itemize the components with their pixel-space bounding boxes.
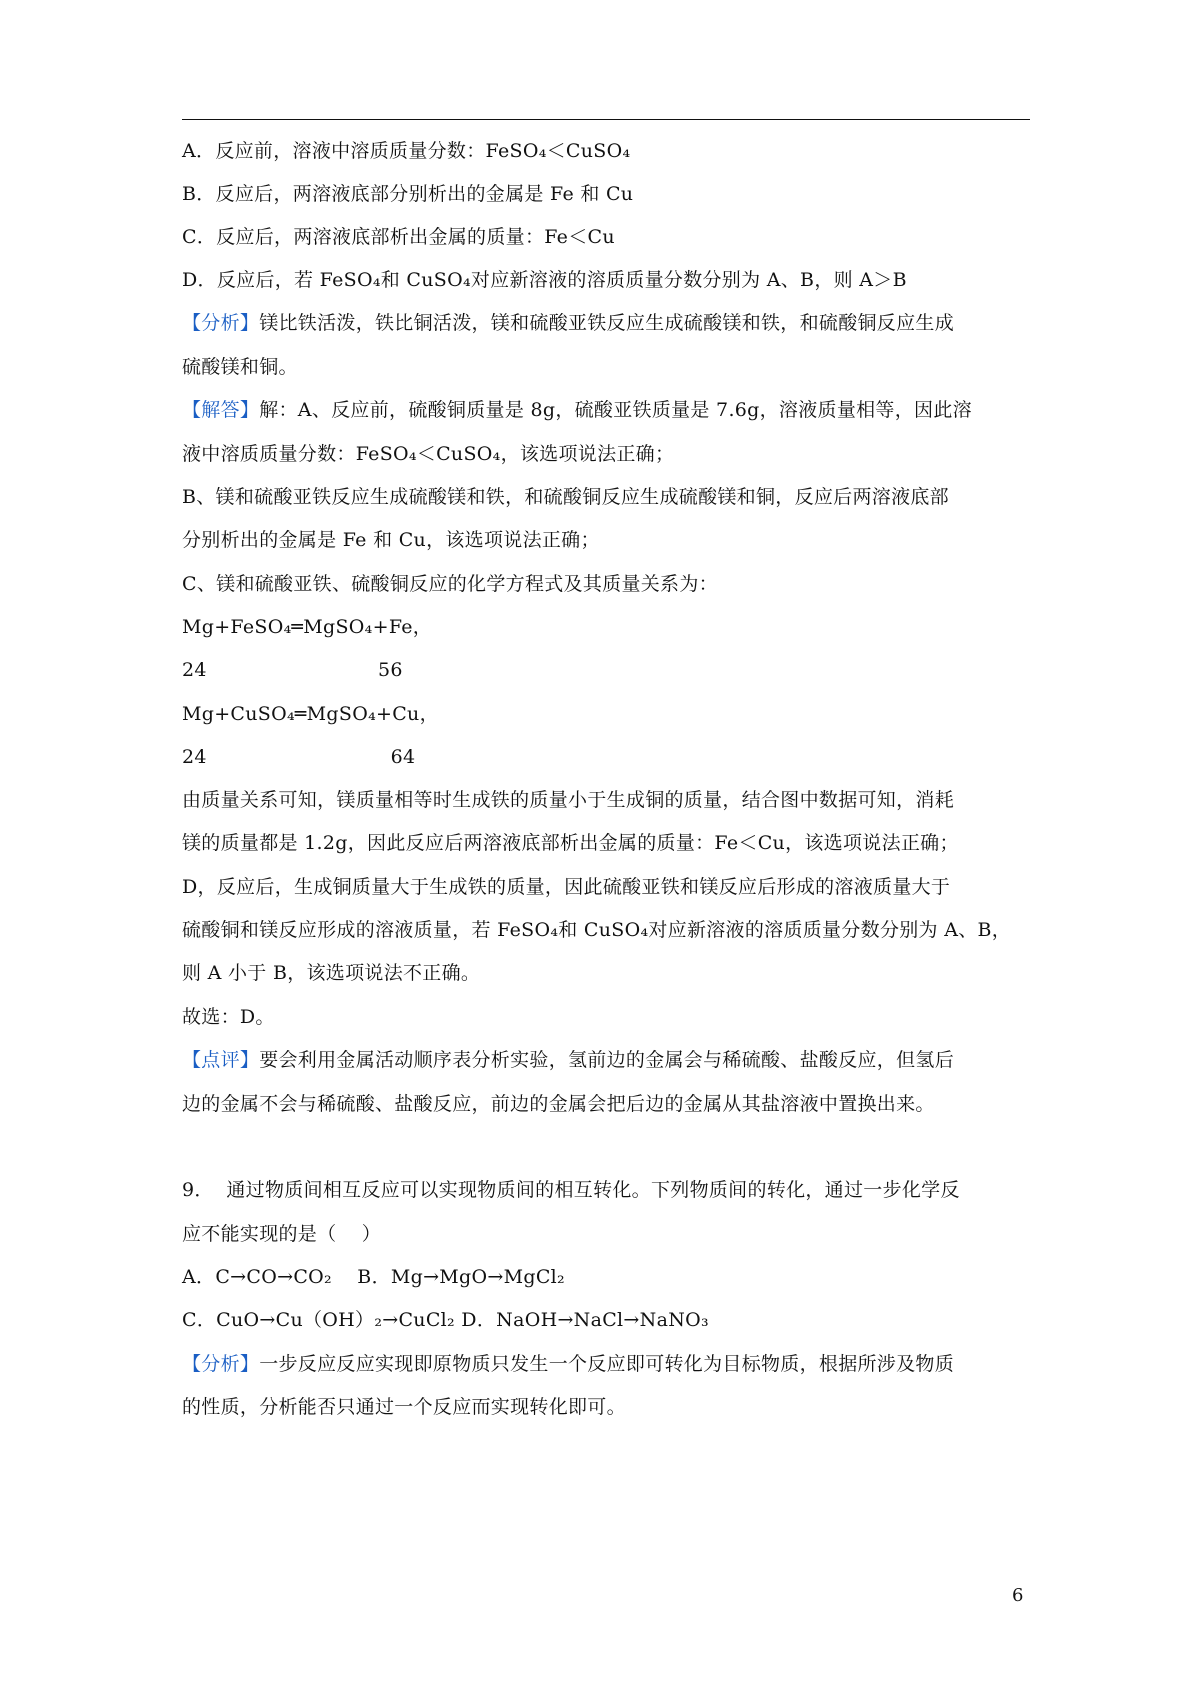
text-line: [182, 138, 630, 164]
text-line: [182, 701, 439, 727]
text-line: [182, 787, 954, 813]
text-line: [182, 830, 959, 856]
line-text: 解：A、反应前，硫酸铜质量是 8g，硫酸亚铁质量是 7.6g，溶液质量相等，因此溶: [259, 399, 972, 421]
text-line: [182, 1394, 626, 1420]
line-text: B．反应后，两溶液底部分别析出的金属是 Fe 和 Cu: [182, 183, 634, 205]
text-line: [182, 571, 718, 597]
line-text: 由质量关系可知，镁质量相等时生成铁的质量小于生成铜的质量，结合图中数据可知，消耗: [182, 789, 955, 811]
line-text: 硫酸铜和镁反应形成的溶液质量，若 FeSO₄和 CuSO₄对应新溶液的溶质质量分数分别为 A、B，: [182, 919, 1012, 941]
line-text: C．CuO→Cu（OH）₂→CuCl₂ D．NaOH→NaCl→NaNO₃: [182, 1309, 709, 1331]
line-text: B、镁和硫酸亚铁反应生成硫酸镁和铁，和硫酸铜反应生成硫酸镁和铜，反应后两溶液底部: [182, 486, 949, 508]
text-line: [182, 1004, 275, 1030]
text-line: [182, 874, 950, 900]
text-line: [182, 657, 403, 683]
line-text: 镁的质量都是 1.2g，因此反应后两溶液底部析出金属的质量：Fe＜Cu，该选项说法正确；: [182, 832, 959, 854]
text-line: [182, 441, 674, 467]
text-line: [182, 744, 415, 770]
section-tag: 【分析】: [182, 1353, 260, 1375]
header-rule: [182, 119, 1030, 120]
text-line: [182, 614, 432, 640]
text-line: [182, 1177, 960, 1203]
text-line: [182, 1047, 954, 1073]
text-line: [182, 1264, 565, 1290]
section-tag: 【分析】: [182, 312, 260, 334]
text-line: [182, 397, 972, 423]
line-text: 9． 通过物质间相互反应可以实现物质间的相互转化。下列物质间的转化，通过一步化学反: [182, 1179, 960, 1201]
line-text: D．反应后，若 FeSO₄和 CuSO₄对应新溶液的溶质质量分数分别为 A、B，则 A＞B: [182, 269, 907, 291]
page-number: 6: [1012, 1585, 1024, 1606]
line-text: 边的金属不会与稀硫酸、盐酸反应，前边的金属会把后边的金属从其盐溶液中置换出来。: [182, 1093, 935, 1115]
text-line: [182, 267, 907, 293]
text-line: [182, 1091, 935, 1117]
line-text: D，反应后，生成铜质量大于生成铁的质量，因此硫酸亚铁和镁反应后形成的溶液质量大于: [182, 876, 951, 898]
line-text: 分别析出的金属是 Fe 和 Cu，该选项说法正确；: [182, 529, 600, 551]
section-tag: 【解答】: [182, 399, 260, 421]
text-line: [182, 484, 949, 510]
line-text: 24 56: [182, 659, 403, 681]
line-text: A．反应前，溶液中溶质质量分数：FeSO₄＜CuSO₄: [182, 140, 631, 162]
line-text: Mg+CuSO₄═MgSO₄+Cu，: [182, 703, 439, 725]
line-text: 液中溶质质量分数：FeSO₄＜CuSO₄，该选项说法正确；: [182, 443, 675, 465]
line-text: C、镁和硫酸亚铁、硫酸铜反应的化学方程式及其质量关系为：: [182, 573, 718, 595]
line-text: 应不能实现的是（ ）: [182, 1223, 382, 1245]
line-text: 硫酸镁和铜。: [182, 356, 298, 378]
line-text: 24 64: [182, 746, 416, 768]
text-line: [182, 224, 615, 250]
text-line: [182, 917, 1011, 943]
text-line: [182, 960, 480, 986]
text-line: [182, 354, 298, 380]
text-line: [182, 1307, 709, 1333]
text-line: [182, 1221, 381, 1247]
line-text: 要会利用金属活动顺序表分析实验，氢前边的金属会与稀硫酸、盐酸反应，但氢后: [259, 1049, 955, 1071]
text-line: [182, 1351, 954, 1377]
text-line: [182, 310, 954, 336]
text-line: [182, 527, 600, 553]
section-tag: 【点评】: [182, 1049, 260, 1071]
line-text: 镁比铁活泼，铁比铜活泼，镁和硫酸亚铁反应生成硫酸镁和铁，和硫酸铜反应生成: [259, 312, 955, 334]
line-text: C．反应后，两溶液底部析出金属的质量：Fe＜Cu: [182, 226, 615, 248]
line-text: A．C→CO→CO₂ B．Mg→MgO→MgCl₂: [182, 1266, 565, 1288]
line-text: Mg+FeSO₄═MgSO₄+Fe，: [182, 616, 433, 638]
line-text: 则 A 小于 B，该选项说法不正确。: [182, 962, 481, 984]
text-line: [182, 181, 633, 207]
line-text: 故选：D。: [182, 1006, 275, 1028]
line-text: 一步反应反应实现即原物质只发生一个反应即可转化为目标物质，根据所涉及物质: [259, 1353, 955, 1375]
line-text: 的性质，分析能否只通过一个反应而实现转化即可。: [182, 1396, 626, 1418]
